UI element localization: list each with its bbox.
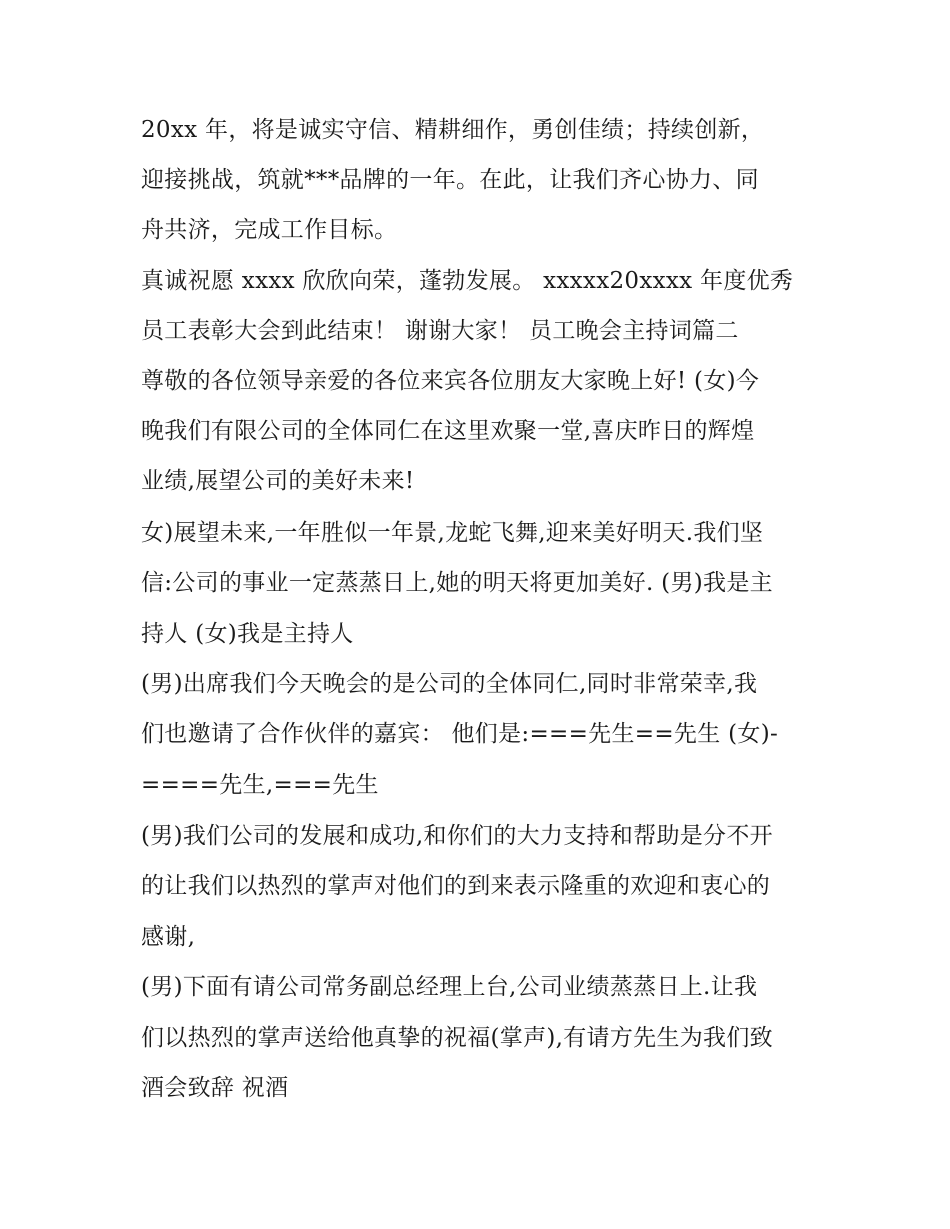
text-line: 信:公司的事业一定蒸蒸日上,她的明天将更加美好. (男)我是主 [141,570,773,596]
text-line: (男)出席我们今天晚会的是公司的全体同仁,同时非常荣幸,我 [141,671,758,697]
text-line: 们也邀请了合作伙伴的嘉宾： 他们是:===先生==先生 (女)- [141,721,779,747]
text-line: 真诚祝愿 xxxx 欣欣向荣，蓬勃发展。 xxxxx20xxxx 年度优秀 [141,268,794,294]
text-line: 舟共济，完成工作目标。 [141,217,398,243]
text-line: 们以热烈的掌声送给他真挚的祝福(掌声),有请方先生为我们致 [141,1025,773,1051]
text-line: (男)我们公司的发展和成功,和你们的大力支持和帮助是分不开 [141,823,773,849]
text-line: 持人 (女)我是主持人 [141,621,354,647]
text-line: 员工表彰大会到此结束！ 谢谢大家！ 员工晚会主持词篇二 [141,318,739,344]
text-line: ====先生,===先生 [141,772,379,798]
text-line: 晚我们有限公司的全体同仁在这里欢聚一堂,喜庆昨日的辉煌 [141,418,755,444]
text-line: (男)下面有请公司常务副总经理上台,公司业绩蒸蒸日上.让我 [141,974,758,1000]
text-line: 感谢, [141,924,196,950]
text-line: 尊敬的各位领导亲爱的各位来宾各位朋友大家晚上好! (女)今 [141,368,760,394]
text-line: 业绩,展望公司的美好未来! [141,468,415,494]
text-line: 迎接挑战，筑就***品牌的一年。在此，让我们齐心协力、同 [141,167,759,193]
text-line: 的让我们以热烈的掌声对他们的到来表示隆重的欢迎和衷心的 [141,873,771,899]
text-line: 酒会致辞 祝酒 [141,1075,289,1101]
text-line: 20xx 年，将是诚实守信、精耕细作，勇创佳绩；持续创新， [141,117,765,143]
text-line: 女)展望未来,一年胜似一年景,龙蛇飞舞,迎来美好明天.我们坚 [141,520,764,546]
